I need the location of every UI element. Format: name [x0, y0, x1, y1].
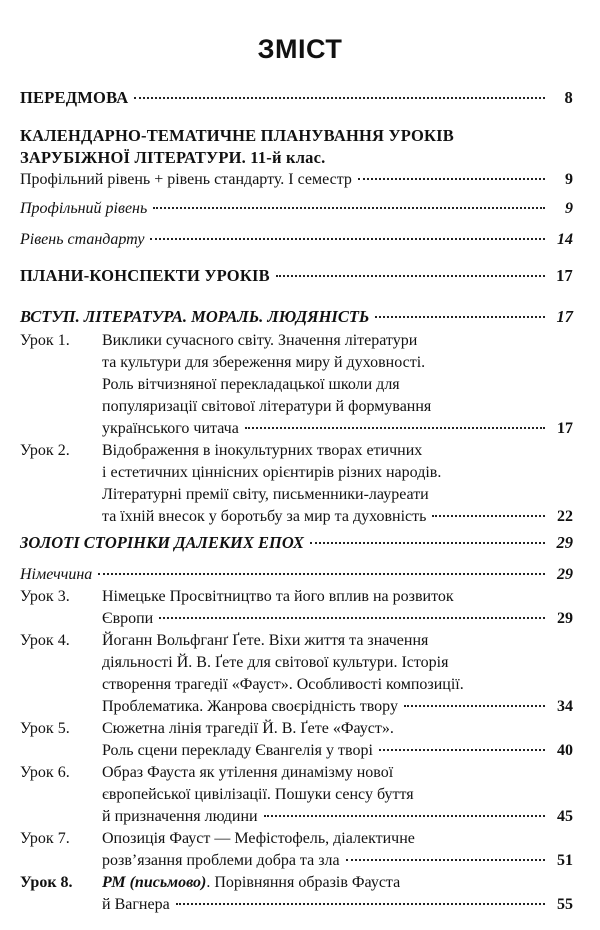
lesson-label: Урок 3.	[20, 588, 70, 605]
lesson-5-line-1	[20, 717, 573, 741]
lesson-6-line-2: європейської цивілізації. Пошуки сенсу буття	[102, 786, 414, 803]
entry-text: Європи	[102, 610, 154, 627]
lesson-text-rest: . Порівняння образів Фауста	[206, 874, 401, 891]
lesson-4-line-3: створення трагедії «Фауст». Особливості композиції.	[102, 676, 464, 693]
toc-entry-lesson-plans[interactable]	[20, 264, 573, 288]
toc-entry-lesson-6[interactable]	[20, 805, 573, 829]
page-number: 29	[556, 533, 573, 552]
lesson-text: Виклики сучасного світу. Значення літератури	[102, 332, 418, 349]
lesson-2-line-1	[20, 439, 573, 463]
dot-leader	[159, 617, 545, 619]
page-number: 40	[557, 742, 573, 759]
toc-entry-lesson-2[interactable]	[20, 505, 573, 529]
dot-leader	[432, 515, 545, 517]
lesson-label: Урок 6.	[20, 764, 70, 781]
dot-leader	[276, 275, 545, 277]
entry-text: розв’язання проблеми добра та зла	[102, 852, 340, 869]
page-number: 9	[565, 200, 573, 217]
lesson-3-line-1	[20, 585, 573, 609]
entry-text: українського читача	[102, 420, 239, 437]
lesson-text	[20, 874, 400, 891]
toc-entry-profile-level[interactable]	[20, 197, 573, 221]
page-number: 29	[557, 610, 573, 627]
entry-text: та їхній внесок у боротьбу за мир та духовність	[102, 508, 427, 525]
toc-entry-lesson-7[interactable]	[20, 849, 573, 873]
entry-text: й Вагнера	[102, 896, 170, 913]
entry-text: ЗОЛОТІ СТОРІНКИ ДАЛЕКИХ ЕПОХ	[20, 533, 304, 552]
lesson-label: Урок 8.	[20, 874, 73, 891]
lesson-6-line-1	[20, 761, 573, 785]
dot-leader	[245, 427, 545, 429]
lesson-text: Німецьке Просвітництво та його вплив на розвиток	[102, 588, 454, 605]
page-number: 55	[557, 896, 573, 913]
dot-leader	[264, 815, 545, 817]
toc-entry-standard-level[interactable]	[20, 228, 573, 252]
dot-leader	[379, 749, 545, 751]
dot-leader	[98, 573, 545, 575]
dot-leader	[346, 859, 545, 861]
toc-entry-lesson-8[interactable]	[20, 893, 573, 917]
lesson-2-line-3: Літературні премії світу, письменники-лауреати	[102, 486, 429, 503]
lesson-text: Сюжетна лінія трагедії Й. В. Ґете «Фауст».	[102, 720, 394, 737]
entry-text: й призначення людини	[102, 808, 258, 825]
page-number: 29	[557, 566, 573, 583]
page-title: ЗМІСТ	[257, 34, 343, 64]
toc-entry-lesson-3[interactable]	[20, 607, 573, 631]
toc-entry-germany[interactable]	[20, 563, 573, 587]
lesson-label: Урок 1.	[20, 332, 70, 349]
entry-text: ПЛАНИ-КОНСПЕКТИ УРОКІВ	[20, 266, 270, 285]
lesson-text: Образ Фауста як утілення динамізму нової	[102, 764, 394, 781]
rm-written-marker: РМ (письмово)	[102, 874, 207, 891]
dot-leader	[153, 207, 545, 209]
toc-entry-lesson-5[interactable]	[20, 739, 573, 763]
lesson-7-line-1	[20, 827, 573, 851]
dot-leader	[134, 97, 545, 99]
lesson-text: Йоганн Вольфганґ Ґете. Віхи життя та значення	[102, 632, 429, 649]
lesson-8-line-1	[20, 871, 573, 895]
entry-text: ВСТУП. ЛІТЕРАТУРА. МОРАЛЬ. ЛЮДЯНІСТЬ	[20, 307, 370, 326]
entry-text: ПЕРЕДМОВА	[20, 88, 129, 107]
lesson-1-line-2: та культури для збереження миру й духовності.	[102, 354, 426, 371]
lesson-label: Урок 5.	[20, 720, 70, 737]
page-number: 22	[557, 508, 573, 525]
lesson-1-line-3: Роль вітчизняної перекладацької школи для	[102, 376, 400, 393]
dot-leader	[404, 705, 545, 707]
lesson-4-line-2: діяльності Й. В. Ґете для світової культури. Історія	[102, 654, 449, 671]
page-number: 17	[556, 307, 573, 326]
lesson-2-line-2: і естетичних ціннісних орієнтирів різних народів.	[102, 464, 442, 481]
lesson-label: Урок 4.	[20, 632, 70, 649]
page-number: 17	[557, 420, 573, 437]
page-number: 34	[557, 698, 573, 715]
page-number: 8	[564, 88, 573, 107]
calendar-heading-line1: КАЛЕНДАРНО-ТЕМАТИЧНЕ ПЛАНУВАННЯ УРОКІВ	[20, 126, 454, 145]
page-number: 14	[557, 231, 573, 248]
dot-leader	[358, 178, 545, 180]
entry-text: Рівень стандарту	[20, 231, 145, 248]
lesson-label: Урок 7.	[20, 830, 70, 847]
lesson-4-line-1	[20, 629, 573, 653]
lesson-text: Відображення в інокультурних творах етичних	[102, 442, 423, 459]
entry-text: Німеччина	[20, 566, 93, 583]
entry-text: Проблематика. Жанрова своєрідність твору	[102, 698, 398, 715]
page-number: 9	[565, 171, 573, 188]
dot-leader	[150, 238, 545, 240]
toc-section-intro[interactable]	[20, 305, 573, 329]
toc-entry-lesson-1[interactable]	[20, 417, 573, 441]
dot-leader	[176, 903, 545, 905]
entry-text: Профільний рівень	[20, 200, 148, 217]
entry-text: Роль сцени перекладу Євангелія у творі	[102, 742, 373, 759]
toc-section-golden-pages[interactable]	[20, 531, 573, 555]
lesson-1-line-1	[20, 329, 573, 353]
toc-entry-calendar[interactable]	[20, 168, 573, 192]
toc-entry-preface[interactable]	[20, 86, 573, 110]
page-number: 17	[556, 266, 573, 285]
lesson-text: Опозиція Фауст — Мефістофель, діалектичне	[102, 830, 415, 847]
dot-leader	[310, 542, 545, 544]
lesson-1-line-4: популяризації світової літератури й формування	[102, 398, 432, 415]
dot-leader	[375, 316, 545, 318]
page-number: 51	[557, 852, 573, 869]
toc-entry-lesson-4[interactable]	[20, 695, 573, 719]
calendar-heading-line2: ЗАРУБІЖНОЇ ЛІТЕРАТУРИ. 11-й клас.	[20, 148, 326, 167]
page-number: 45	[557, 808, 573, 825]
lesson-label: Урок 2.	[20, 442, 70, 459]
entry-text: Профільний рівень + рівень стандарту. І семестр	[20, 171, 352, 188]
